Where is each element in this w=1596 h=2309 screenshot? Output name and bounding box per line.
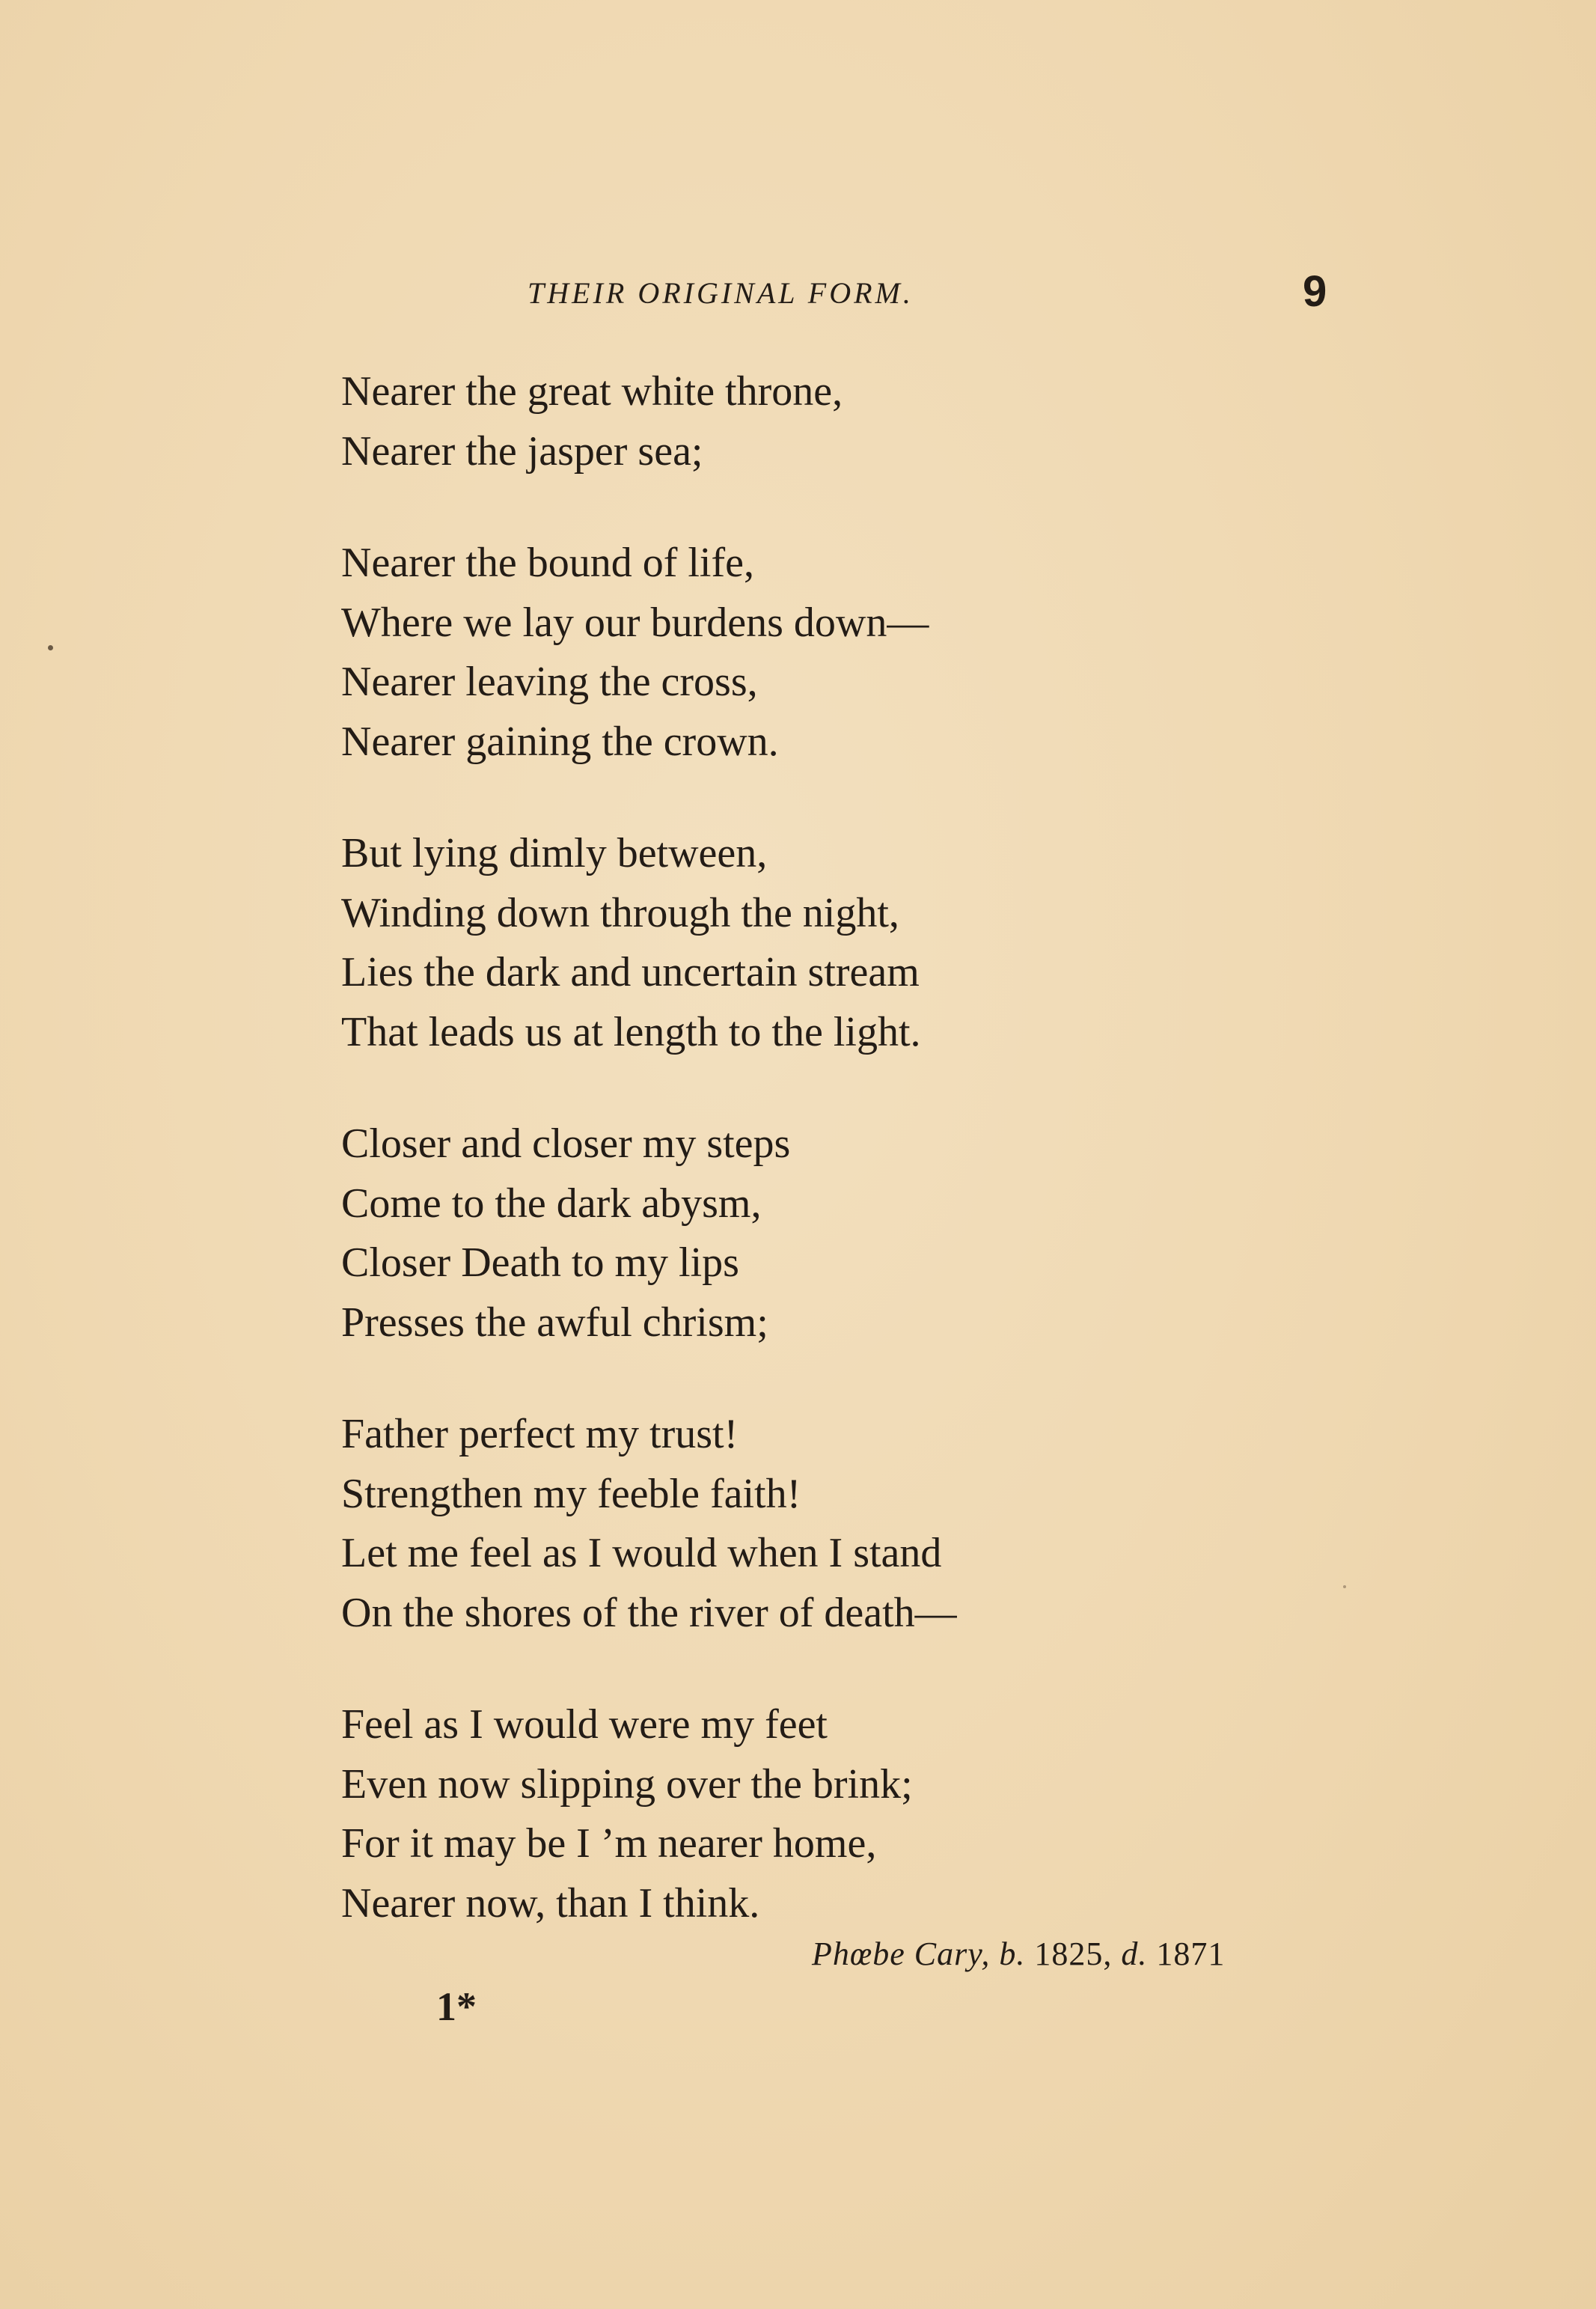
born-year: 1825, bbox=[1034, 1936, 1113, 1972]
poem-line: Father perfect my trust! bbox=[341, 1411, 739, 1457]
poem-line: Feel as I would were my feet bbox=[341, 1701, 828, 1748]
poem-line: Nearer leaving the cross, bbox=[341, 659, 758, 705]
poem-line: Closer Death to my lips bbox=[341, 1239, 739, 1286]
poem-line: Nearer gaining the crown. bbox=[341, 718, 779, 765]
page-header bbox=[0, 267, 1596, 323]
signature-mark: 1* bbox=[436, 1984, 477, 2029]
poem-line: Presses the awful chrism; bbox=[341, 1299, 768, 1346]
stanza bbox=[341, 362, 957, 481]
page-number: 9 bbox=[1303, 267, 1327, 316]
poem bbox=[341, 362, 957, 1933]
poem-line: Lies the dark and uncertain stream bbox=[341, 949, 920, 995]
poem-line: But lying dimly between, bbox=[341, 830, 768, 876]
poem-line: Come to the dark abysm, bbox=[341, 1180, 762, 1227]
poem-line: Nearer the jasper sea; bbox=[341, 427, 703, 475]
author-name: Phœbe Cary, bbox=[812, 1936, 991, 1972]
stanza bbox=[341, 1114, 957, 1352]
born-label: b. bbox=[999, 1936, 1026, 1972]
poem-line: For it may be I ’m nearer home, bbox=[341, 1820, 877, 1867]
died-label: d. bbox=[1121, 1936, 1148, 1972]
poem-line: Nearer the great white throne, bbox=[341, 368, 843, 415]
died-year: 1871 bbox=[1156, 1936, 1226, 1972]
poem-line: Where we lay our burdens down— bbox=[341, 599, 929, 646]
poem-line: On the shores of the river of death— bbox=[341, 1589, 957, 1636]
poem-line: That leads us at length to the light. bbox=[341, 1008, 921, 1055]
poem-line: Even now slipping over the brink; bbox=[341, 1760, 913, 1808]
paper-speck bbox=[1343, 1585, 1346, 1588]
poem-line: Strengthen my feeble faith! bbox=[341, 1470, 801, 1517]
attribution bbox=[812, 1935, 1225, 1973]
stanza bbox=[341, 1405, 957, 1643]
poem-line: Let me feel as I would when I stand bbox=[341, 1530, 942, 1576]
paper-speck bbox=[48, 645, 53, 650]
stanza bbox=[341, 534, 957, 772]
stanza bbox=[341, 824, 957, 1062]
poem-line: Closer and closer my steps bbox=[341, 1120, 791, 1167]
poem-line: Nearer now, than I think. bbox=[341, 1879, 760, 1927]
poem-line: Nearer the bound of life, bbox=[341, 540, 754, 586]
poem-line: Winding down through the night, bbox=[341, 889, 899, 936]
stanza bbox=[341, 1695, 957, 1933]
running-head: THEIR ORIGINAL FORM. bbox=[528, 276, 914, 310]
